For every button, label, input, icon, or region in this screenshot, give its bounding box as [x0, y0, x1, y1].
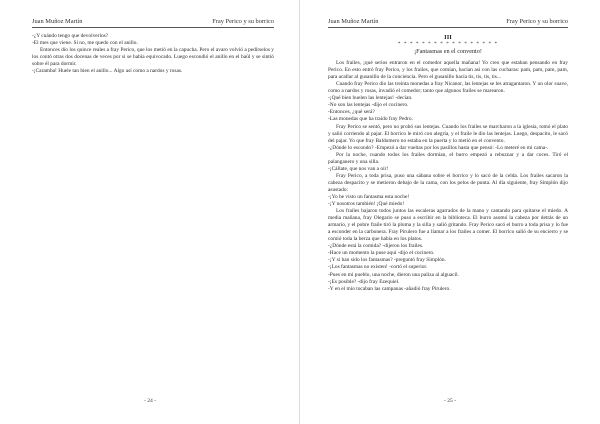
paragraph: -¡Cállate, que nos van a oír!	[328, 165, 389, 172]
paragraph: Por la noche, cuando todos los frailes dormían, el burro empezó a rebuznar y a dar coces. Tiró el palanganero y una silla.	[328, 151, 568, 165]
paragraph: -¡Los fantasmas no existen! -cortó el superior.	[328, 264, 428, 271]
paragraph: Fray Perico, a toda prisa, puso una sábana sobre el borrico y lo sacó de la celda. Los frailes sacaron la cabeza despacito y se metieron debajo de la cama, con los pelos de punta. Al día siguiente, fray Simplón dijo asustado:	[328, 172, 568, 193]
right-page-header	[328, 18, 568, 28]
paragraph: -¡Y si han sido los fantasmas? -preguntó fray Simplón.	[328, 257, 446, 264]
paragraph: -El mes que viene. Si no, me quedo con el anillo.	[32, 39, 138, 46]
paragraph: -¡Yo he visto un fantasma esta noche!	[328, 194, 410, 200]
paragraph: -Y en el mío tocaban las campanas -añadió fray Pirulero.	[328, 285, 451, 292]
page-number: - 24 -	[143, 398, 157, 404]
paragraph: Los frailes bajaron todos juntos las escaleras agarrados de la mano y cantando para quitarse el miedo. A media mañana, fray Olegario se puso a escribir en la biblioteca. El burro asomó la cabeza por detrás de un armario, y el pobre fraile tiró la pluma y la silla y salió gritando. Fray Perico sacó el burro a toda prisa y lo fue a esconder en la carbonera. Fray Pirulero fue a llamar a los frailes a comer. El borrico salió de su encierro y se comió toda la berza que había en los platos.	[328, 208, 568, 243]
paragraph: -¡Es posible? -dijo fray Ezequiel.	[328, 278, 400, 285]
paragraph: Cuando fray Perico dio las treinta monedas a fray Nicanor, las lentejas se les atragantaron. Y un olor suave, como a nardos y rosas, invadió el comedor; tanto que algunos frailes se marearon.	[328, 81, 568, 95]
chapter-number: III	[444, 33, 452, 41]
header-author: Juan Muñoz Martín	[328, 18, 379, 25]
paragraph: -Hace un momento la puse aquí -dijo el cocinero.	[328, 250, 435, 257]
paragraph: Entonces dio los quince reales a fray Perico, que los metió en la capucha. Pero el avaro volvió a pedírselos y los contó otras dos docenas de veces por si se había equivocado. Luego escondió el anillo en el baúl y se sintió sobre él para dormir.	[32, 46, 274, 67]
right-page	[300, 0, 600, 424]
paragraph: -Pues en mi pueblo, una noche, dieron una paliza al alguacil.	[328, 271, 459, 278]
paragraph: -Entonces, ¿qué será?	[328, 109, 375, 116]
paragraph: -¡Y nosotros también! ¡Qué miedo!	[328, 201, 405, 208]
header-author: Juan Muñoz Martín	[32, 18, 83, 25]
chapter-title: ¡Fantasmas en el convento!	[414, 47, 482, 55]
left-page-body	[32, 33, 274, 75]
right-page-body	[328, 60, 568, 293]
paragraph: -No son las lentejas -dijo el cocinero.	[328, 102, 409, 109]
header-book-title: Fray Perico y su borrico	[212, 18, 274, 25]
paragraph: Los frailes, ¡qué serios entraron en el comedor aquella mañana! Yo creo que estaban pensando en fray Perico. En esto entró fray Perico, y los frailes, que comían, hacían así con las cucharas: pam, pam, pam, pam, para acallar al gusanillo de la conciencia. Pero el gusanillo hacía tis, tis, tis, tis...	[328, 60, 568, 81]
page-number: - 25 -	[443, 398, 457, 404]
paragraph: -¡Qué bien huelen las lentejas! -decían.	[328, 95, 413, 102]
paragraph: -¿Dónde lo escondo? -Empezó a dar vueltas por los pasillos hasta que pensó: -Lo meteré en mi cama-.	[328, 144, 549, 151]
chapter-heading	[328, 34, 568, 56]
paragraph: Fray Perico se sentó, pero no probó sus lentejas. Cuando los frailes se marcharon a la iglesia, tomó el plato y salió corriendo al pajar. El borrico le miró con alegría, y el fraile le dio las lentejas. Luego, despacito, le sacó del pajar. Yo que fray Baldomero no estaba en la puerta y lo metió en el convento.	[328, 123, 568, 144]
paragraph: -¿Dónde está la comida? -dijeron los frailes.	[328, 243, 424, 250]
left-page-header	[32, 18, 274, 28]
paragraph: -Las monedas que ha traído fray Pedro.	[328, 116, 413, 123]
paragraph: -¡Caramba! Huele tan bien el anillo... Algo así como a nardos y rosas.	[32, 67, 183, 74]
header-book-title: Fray Perico y su borrico	[506, 18, 568, 25]
paragraph: -¿Y cuándo tengo que devolverlos?	[32, 32, 109, 39]
chapter-ornament: * * * * * * * * * * * * * * * * *	[397, 40, 499, 47]
